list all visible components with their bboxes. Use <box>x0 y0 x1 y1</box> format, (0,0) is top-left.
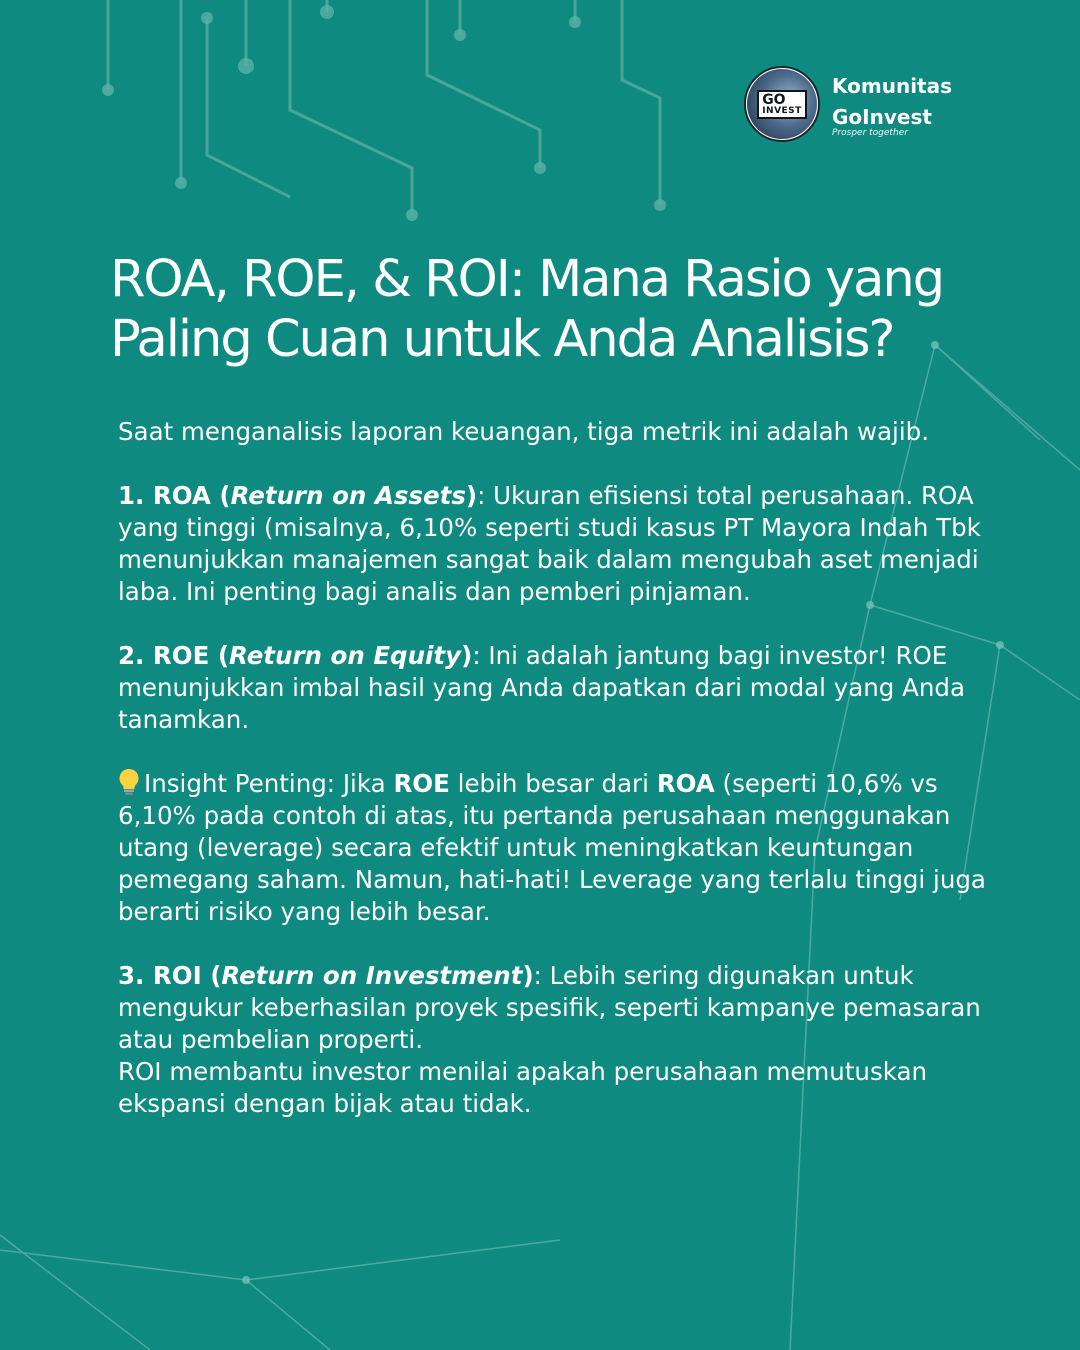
roa-paragraph <box>118 480 1018 608</box>
lightbulb-icon <box>118 768 144 800</box>
roi-label: 3. ROI (Return on Investment) <box>118 961 534 990</box>
brand-text <box>832 71 952 138</box>
roe-label: 2. ROE (Return on Equity) <box>118 641 473 670</box>
page-title <box>110 250 1050 370</box>
brand-header <box>744 66 952 142</box>
insight-paragraph <box>118 768 1018 928</box>
logo-invest-text: INVEST <box>762 105 802 116</box>
roe-term: Return on Equity <box>229 641 462 670</box>
roe-paragraph <box>118 640 1018 736</box>
title-line-2: Paling Cuan untuk Anda Analisis? <box>110 310 894 369</box>
insight-text-3: (seperti 10,6% vs 6,10% pada contoh di atas, itu pertanda perusahaan menggunakan utang (leverage) secara efektif untuk meningkatkan keuntungan pemegang saham. Namun, hati-hati! Leverage yang terlalu tinggi juga berarti risiko yang lebih besar. <box>118 769 986 926</box>
roa-term: Return on Assets <box>230 481 466 510</box>
logo-go-text: GO <box>762 91 786 108</box>
insight-text-2: lebih besar dari <box>449 769 657 798</box>
roe-text: : Ini adalah jantung bagi investor! ROE menunjukkan imbal hasil yang Anda dapatkan dari modal yang Anda tanamkan. <box>118 641 965 734</box>
goinvest-logo <box>744 66 820 142</box>
insight-text-1: Insight Penting: Jika <box>144 769 394 798</box>
roa-label: 1. ROA (Return on Assets) <box>118 481 478 510</box>
intro-paragraph: Saat menganalisis laporan keuangan, tiga metrik ini adalah wajib. <box>118 417 929 446</box>
brand-name-line1: Komunitas <box>832 73 953 98</box>
brand-tagline: Prosper together <box>832 127 908 138</box>
roi-text-2: ROI membantu investor menilai apakah perusahaan memutuskan ekspansi dengan bijak atau tidak. <box>118 1057 928 1118</box>
roi-text: : Lebih sering digunakan untuk mengukur keberhasilan proyek spesifik, seperti kampanye pemasaran atau pembelian properti. <box>118 961 981 1054</box>
roi-term: Return on Investment <box>221 961 523 990</box>
roi-paragraph <box>118 960 1018 1120</box>
title-line-1: ROA, ROE, & ROI: Mana Rasio yang <box>110 250 944 309</box>
brand-name-line2: GoInvest <box>832 104 932 129</box>
roa-text: : Ukuran efisiensi total perusahaan. ROA yang tinggi (misalnya, 6,10% seperti studi kasus PT Mayora Indah Tbk menunjukkan manajemen sangat baik dalam mengubah aset menjadi laba. Ini penting bagi analis dan pemberi pinjaman. <box>118 481 981 606</box>
article-body <box>118 416 1018 1152</box>
insight-bold-roa: ROA <box>656 769 715 798</box>
insight-bold-roe: ROE <box>393 769 450 798</box>
